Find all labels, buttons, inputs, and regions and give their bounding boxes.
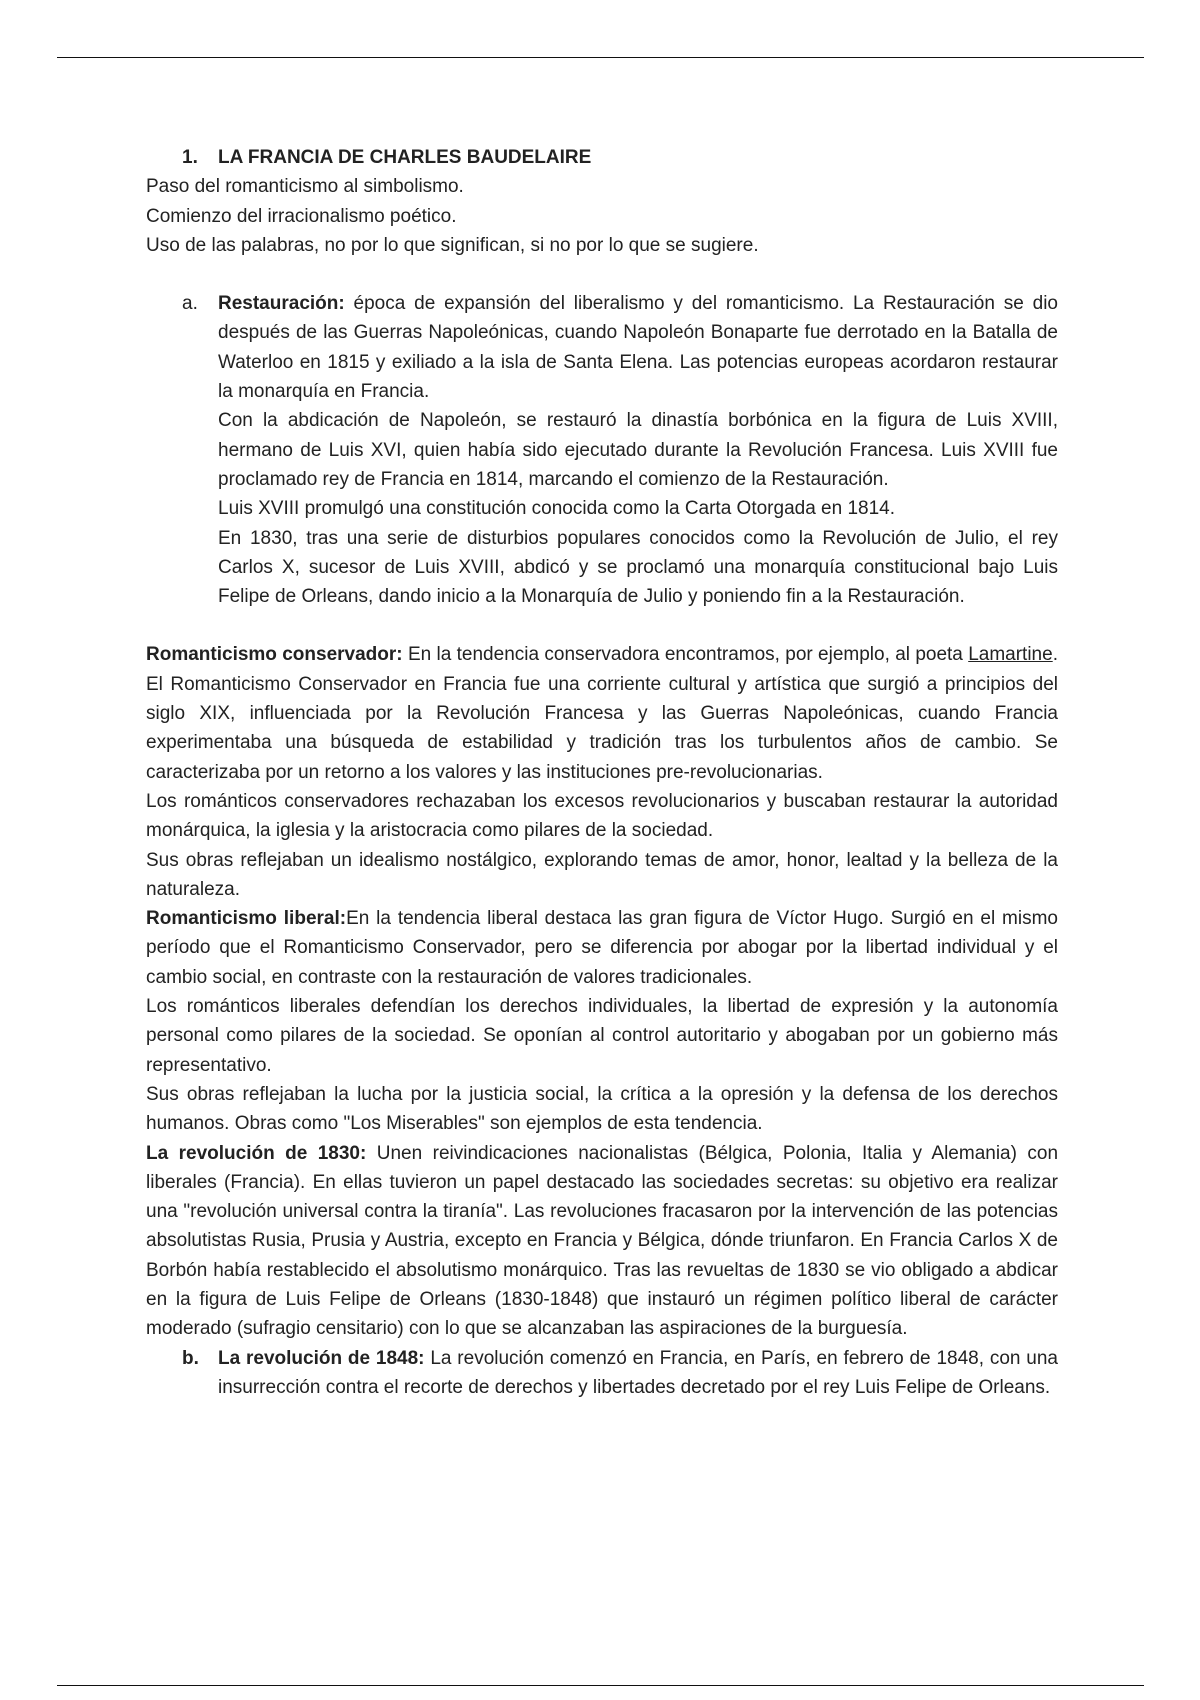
section-revolucion-1830	[146, 1139, 1058, 1344]
paragraph: En 1830, tras una serie de disturbios populares conocidos como la Revolución de Julio, el rey Carlos X, sucesor de Luis XVIII, abdicó y se proclamó una monarquía constitucional bajo Luis Felipe de Orleans, dando inicio a la Monarquía de Julio y poniendo fin a la Restauración.	[218, 527, 1058, 608]
heading-number: 1.	[182, 147, 198, 168]
section-romanticismo-conservador	[146, 640, 1058, 904]
intro-line: Uso de las palabras, no por lo que significan, si no por lo que se sugiere.	[146, 234, 759, 256]
paragraph: Romanticismo conservador: En la tendencia conservadora encontramos, por ejemplo, al poeta Lamartine. El Romanticismo Conservador en Francia fue una corriente cultural y artística que surgió a principios del siglo XIX, influenciada por la Revolución Francesa y las Guerras Napoleónicas, cuando Francia experimentaba una búsqueda de estabilidad y tradición tras los turbulentos años de cambio. Se caracterizaba por un retorno a los valores y las instituciones pre-revolucionarias.	[146, 644, 1058, 783]
document-body	[146, 143, 1058, 1402]
section-romanticismo-liberal	[146, 904, 1058, 1138]
spacer	[146, 260, 1058, 289]
footer-rule	[57, 1685, 1144, 1686]
list-item-restauracion	[146, 289, 1058, 611]
paragraph: Sus obras reflejaban un idealismo nostálgico, explorando temas de amor, honor, lealtad y la belleza de la naturaleza.	[146, 849, 1058, 900]
list-item-revolucion-1848	[146, 1344, 1058, 1403]
paragraph: Los románticos liberales defendían los derechos individuales, la libertad de expresión y la autonomía personal como pilares de la sociedad. Se oponían al control autoritario y abogaban por un gobierno más representativo.	[146, 996, 1058, 1076]
intro-line: Comienzo del irracionalismo poético.	[146, 205, 457, 227]
list-marker: a.	[182, 293, 198, 315]
term-label: Romanticismo conservador:	[146, 644, 403, 666]
paragraph: Romanticismo liberal:En la tendencia liberal destaca las gran figura de Víctor Hugo. Surgió en el mismo período que el Romanticismo Conservador, pero se diferencia por abogar por la libertad individual y el cambio social, en contraste con la restauración de valores tradicionales.	[146, 908, 1058, 988]
paragraph: Luis XVIII promulgó una constitución conocida como la Carta Otorgada en 1814.	[218, 498, 896, 520]
term-label: Romanticismo liberal:	[146, 908, 347, 930]
term-label: La revolución de 1830:	[146, 1142, 367, 1164]
paragraph: La revolución de 1830: Unen reivindicaciones nacionalistas (Bélgica, Polonia, Italia y Alemania) con liberales (Francia). En ellas tuvieron un papel destacado las sociedades secretas: su objetivo era realizar una "revolución universal contra la tiranía". Las revoluciones fracasaron por la intervención de las potencias absolutistas Rusia, Prusia y Austria, excepto en Francia y Bélgica, dónde triunfaron. En Francia Carlos X de Borbón había restablecido el absolutismo monárquico. Tras las revueltas de 1830 se vio obligado a abdicar en la figura de Luis Felipe de Orleans (1830-1848) que instauró un régimen político liberal de carácter moderado (sufragio censitario) con lo que se alcanzaban las aspiraciones de la burguesía.	[146, 1142, 1059, 1340]
term-label: La revolución de 1848:	[218, 1347, 425, 1369]
section-heading	[146, 143, 1058, 172]
paragraph: Los románticos conservadores rechazaban los excesos revolucionarios y buscaban restaurar la autoridad monárquica, la iglesia y la aristocracia como pilares de la sociedad.	[146, 790, 1058, 842]
intro-line: Paso del romanticismo al simbolismo.	[146, 176, 464, 198]
spacer	[146, 611, 1058, 640]
paragraph: Restauración: época de expansión del liberalismo y del romanticismo. La Restauración se dio después de las Guerras Napoleónicas, cuando Napoleón Bonaparte fue derrotado en la Batalla de Waterloo en 1815 y exiliado a la isla de Santa Elena. Las potencias europeas acordaron restaurar la monarquía en Francia.	[218, 293, 1058, 403]
paragraph: Sus obras reflejaban la lucha por la justicia social, la crítica a la opresión y la defensa de los derechos humanos. Obras como "Los Miserables" son ejemplos de esta tendencia.	[146, 1083, 1058, 1135]
list-marker: b.	[182, 1347, 199, 1369]
paragraph: Con la abdicación de Napoleón, se restauró la dinastía borbónica en la figura de Luis XVIII, hermano de Luis XVI, quien había sido ejecutado durante la Revolución Francesa. Luis XVIII fue proclamado rey de Francia en 1814, marcando el comienzo de la Restauración.	[218, 410, 1058, 490]
paragraph: La revolución de 1848: La revolución comenzó en Francia, en París, en febrero de 1848, con una insurrección contra el recorte de derechos y libertades decretado por el rey Luis Felipe de Orleans.	[218, 1347, 1058, 1398]
term-label: Restauración:	[218, 293, 345, 315]
header-rule	[57, 57, 1144, 58]
lamartine-link[interactable]: Lamartine	[968, 644, 1053, 666]
heading-title: LA FRANCIA DE CHARLES BAUDELAIRE	[218, 147, 592, 168]
